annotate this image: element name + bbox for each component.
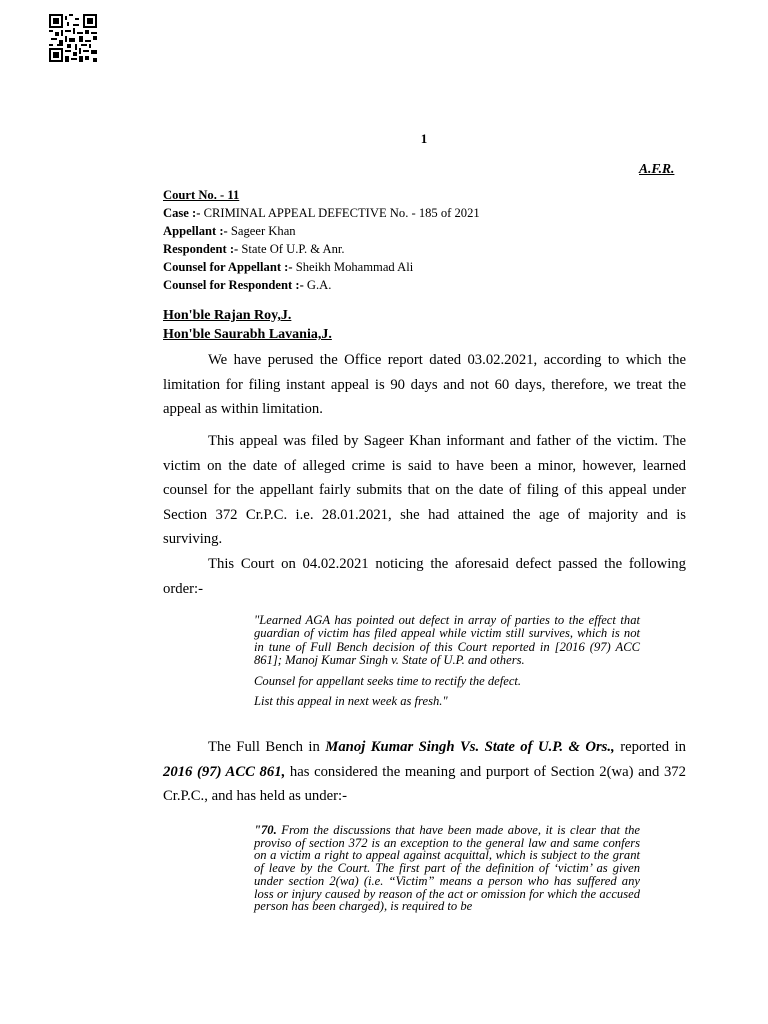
judges bbox=[163, 306, 332, 344]
case-label: Case :- bbox=[163, 206, 201, 220]
quoted-order bbox=[254, 614, 640, 715]
quoted-judgment bbox=[254, 824, 640, 913]
case-value: CRIMINAL APPEAL DEFECTIVE No. - 185 of 2021 bbox=[203, 206, 480, 220]
counsel-respondent-label: Counsel for Respondent :- bbox=[163, 278, 304, 292]
court-number: Court No. - 11 bbox=[163, 188, 240, 202]
qr-code bbox=[49, 14, 97, 62]
quote-text: From the discussions that have been made above, it is clear that the proviso of section 372 is an exception to the general law and same confers on a victim a right to appeal against acquittal, which is subject to the grant of leave by the Court. The first part of the definition of ‘victim’ as given under section 2(wa) (i.e. “Victim” means a person who has suffered any loss or injury caused by reason of the act or omission for which the accused person has been charged), is required to be bbox=[254, 823, 640, 914]
judge-name: Hon'ble Saurabh Lavania,J. bbox=[163, 327, 332, 342]
page-number: 1 bbox=[420, 131, 428, 146]
para-number: "70. bbox=[254, 823, 277, 837]
counsel-appellant-label: Counsel for Appellant :- bbox=[163, 260, 293, 274]
quote-paragraph: Counsel for appellant seeks time to rectify the defect. bbox=[254, 673, 522, 688]
appellant-label: Appellant :- bbox=[163, 224, 228, 238]
afr-label: A.F.R. bbox=[639, 161, 675, 176]
paragraph: This Court on 04.02.2021 noticing the aforesaid defect passed the following order:- bbox=[163, 556, 686, 597]
counsel-appellant-value: Sheikh Mohammad Ali bbox=[295, 260, 414, 274]
counsel-respondent-value: G.A. bbox=[306, 278, 332, 292]
case-metadata bbox=[163, 186, 480, 294]
paragraph: This appeal was filed by Sageer Khan informant and father of the victim. The victim on the date of alleged crime is said to have been a minor, however, learned counsel for the appellant fairly submits that on the date of filing of this appeal under Section 372 Cr.P.C. i.e. 28.01.2021, she had attained the age of majority and is surviving. bbox=[163, 433, 686, 547]
paragraph: The Full Bench in Manoj Kumar Singh Vs. State of U.P. & Ors., reported in 2016 (97) ACC 861, has considered the meaning and purport of Section 2(wa) and 372 Cr.P.C., and has held as under:- bbox=[163, 739, 686, 804]
quote-paragraph: List this appeal in next week as fresh." bbox=[254, 694, 448, 709]
report-citation: 2016 (97) ACC 861, bbox=[163, 763, 286, 780]
judge-name: Hon'ble Rajan Roy,J. bbox=[163, 308, 292, 323]
case-citation: Manoj Kumar Singh Vs. State of U.P. & Ors., bbox=[325, 739, 615, 755]
appellant-value: Sageer Khan bbox=[230, 224, 296, 238]
respondent-label: Respondent :- bbox=[163, 242, 239, 256]
respondent-value: State Of U.P. & Anr. bbox=[241, 242, 345, 256]
paragraph: We have perused the Office report dated 03.02.2021, according to which the limitation for filing instant appeal is 90 days and not 60 days, therefore, we treat the appeal as within limitation. bbox=[163, 352, 686, 417]
quote-paragraph: "Learned AGA has pointed out defect in array of parties to the effect that guardian of victim has filed appeal while victim still survives, which is not in tune of Full Bench decision of this Court reported in [2016 (97) ACC 861]; Manoj Kumar Singh v. State of U.P. and others. bbox=[254, 613, 640, 668]
